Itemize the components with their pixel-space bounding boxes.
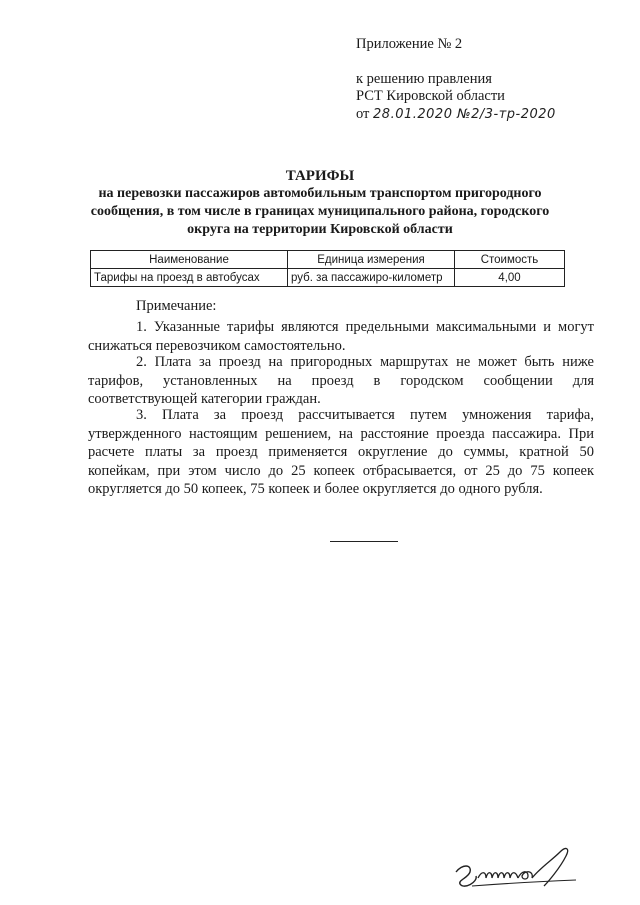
subtitle-line-3: округа на территории Кировской области — [187, 222, 453, 237]
decision-date-line — [356, 105, 556, 124]
table-cell: руб. за пассажиро-километр — [288, 269, 455, 287]
decision-line-2: РСТ Кировской области — [356, 88, 505, 104]
note-item-1 — [88, 318, 594, 355]
handwritten-date-number: 28.01.2020 №2/3-тр-2020 — [373, 107, 556, 122]
note-line: 1. Указанные тарифы являются предельными максимальными и могут — [136, 319, 594, 335]
handwritten-signature-icon — [448, 842, 588, 894]
note-line: округляется до 50 копеек, 75 копеек и более округляется до одного рубля. — [88, 481, 543, 497]
note-item-3 — [88, 406, 594, 499]
table-row — [91, 269, 565, 287]
decision-line-1: к решению правления — [356, 71, 492, 87]
note-line: расчете платы за проезд применяется округление до суммы, кратной 50 — [88, 444, 594, 460]
document-title: ТАРИФЫ — [285, 168, 355, 184]
note-line: утвержденного настоящим решением, на расстояние проезда пассажира. При — [88, 425, 594, 442]
column-header: Единица измерения — [288, 251, 455, 269]
note-line: снижаться перевозчиком самостоятельно. — [88, 337, 346, 354]
closing-divider — [330, 541, 398, 542]
note-line: тарифов, установленных на проезд в городском сообщении для — [88, 372, 594, 389]
subtitle-line-2: сообщения, в том числе в границах муниципального района, городского — [90, 204, 550, 219]
column-header: Наименование — [91, 251, 288, 269]
column-header: Стоимость — [455, 251, 565, 269]
note-line: 2. Плата за проезд на пригородных маршрутах не может быть ниже — [136, 354, 594, 370]
notes-heading: Примечание: — [136, 298, 217, 314]
note-line: соответствующей категории граждан. — [88, 391, 321, 407]
note-item-2 — [88, 353, 594, 409]
from-prefix: от — [356, 106, 370, 122]
table-header-row — [91, 251, 565, 269]
note-line: копейкам, при этом число до 25 копеек отбрасывается, от 25 до 75 копеек — [88, 462, 594, 479]
subtitle-line-1: на перевозки пассажиров автомобильным транспортом пригородного — [98, 186, 542, 201]
table-cell: Тарифы на проезд в автобусах — [91, 269, 288, 287]
appendix-label: Приложение № 2 — [356, 36, 463, 52]
tariff-table — [90, 250, 565, 287]
note-line: 3. Плата за проезд рассчитывается путем умножения тарифа, — [136, 407, 594, 423]
table-cell: 4,00 — [455, 269, 565, 287]
